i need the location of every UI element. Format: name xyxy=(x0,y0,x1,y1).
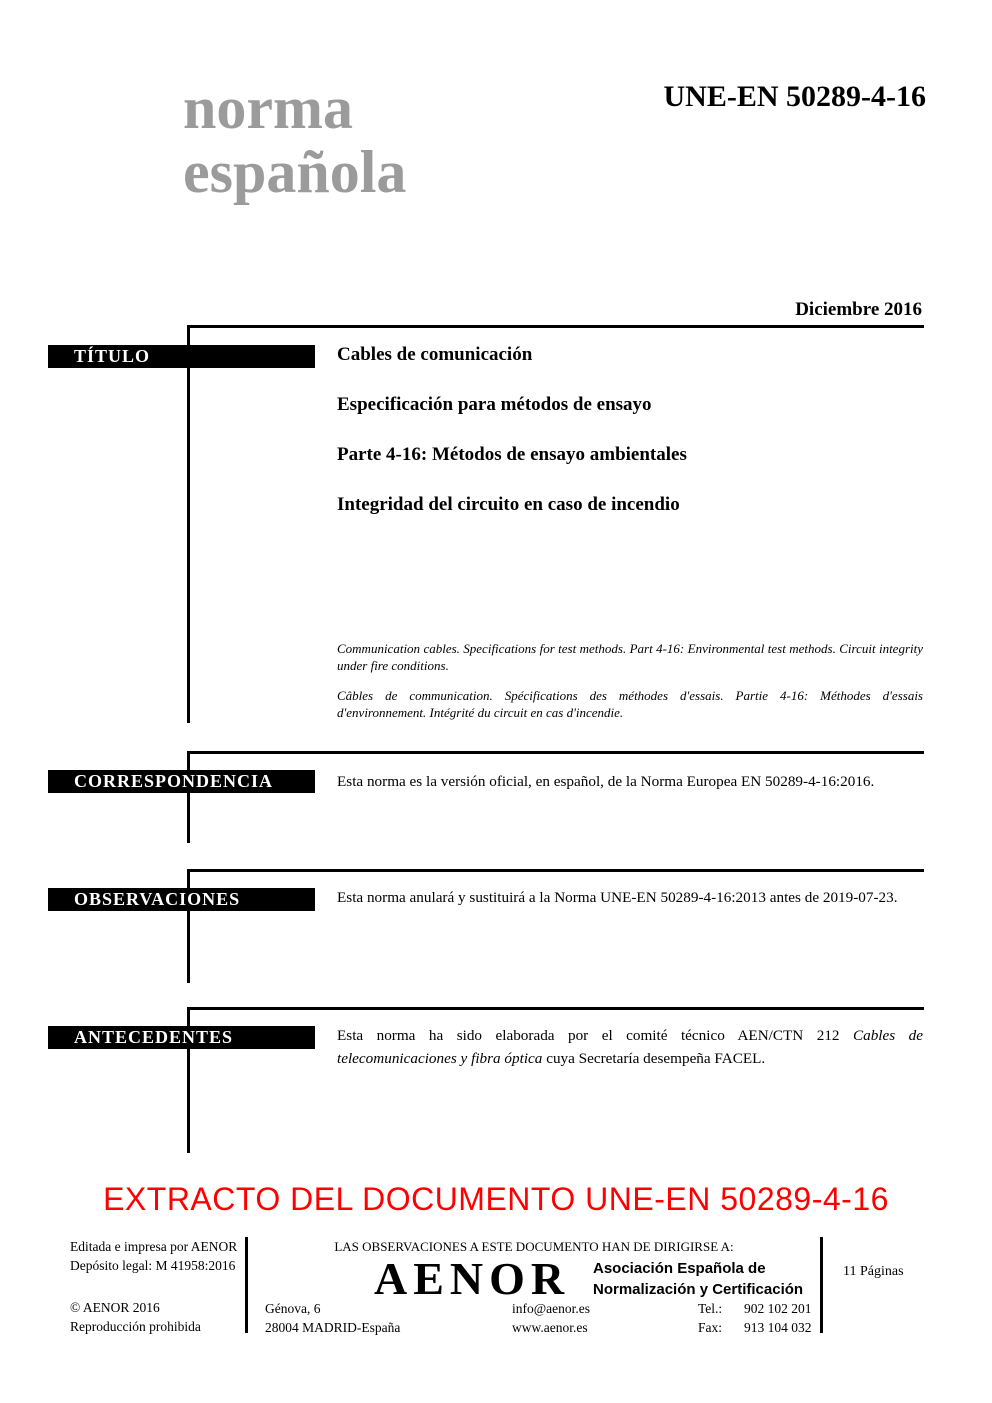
footer-address-line-2: 28004 MADRID-España xyxy=(265,1320,401,1335)
footer-divider-right xyxy=(820,1237,823,1333)
footer-fax-number: 913 104 032 xyxy=(744,1320,812,1335)
observaciones-left-rule xyxy=(187,869,190,983)
footer-telfax xyxy=(698,1299,812,1337)
footer-copyright-line-2: Reproducción prohibida xyxy=(70,1319,201,1334)
footer-fax-row xyxy=(698,1318,812,1337)
footer-address xyxy=(265,1299,400,1337)
correspondencia-top-rule xyxy=(187,751,924,754)
observaciones-label-bar xyxy=(48,888,315,911)
footer-imprint-line-1: Editada e impresa por AENOR xyxy=(70,1239,238,1254)
title-line-4: Integridad del circuito en caso de incendio xyxy=(337,494,680,515)
observaciones-label: OBSERVACIONES xyxy=(74,889,241,909)
aenor-org-line-2: Normalización y Certificación xyxy=(593,1281,804,1298)
footer-email: info@aenor.es xyxy=(512,1301,591,1316)
observaciones-top-rule xyxy=(187,869,924,872)
antecedentes-text-prefix: Esta norma ha sido elaborada por el comité técnico AEN/CTN 212 xyxy=(337,1027,853,1044)
antecedentes-label-bar xyxy=(48,1026,315,1049)
norma-espanola-logo xyxy=(183,76,406,204)
footer-tel-row xyxy=(698,1299,812,1318)
footer-website: www.aenor.es xyxy=(512,1320,588,1335)
observaciones-text: Esta norma anulará y sustituirá a la Norma UNE-EN 50289-4-16:2013 antes de 2019-07-23. xyxy=(337,889,898,906)
footer-contact-web xyxy=(512,1299,590,1337)
correspondencia-label-bar xyxy=(48,770,315,793)
aenor-logo: AENOR xyxy=(374,1253,571,1304)
title-line-3: Parte 4-16: Métodos de ensayo ambientales xyxy=(337,444,687,465)
antecedentes-top-rule xyxy=(187,1007,924,1010)
footer-copyright xyxy=(70,1298,201,1336)
footer-fax-label: Fax: xyxy=(698,1320,723,1335)
title-line-1: Cables de comunicación xyxy=(337,344,533,365)
title-translation-french: Câbles de communication. Spécifications des méthodes d'essais. Partie 4-16: Méthodes d'essais d'environnement. Intégrité du circuit en cas d'incendie. xyxy=(337,688,923,720)
correspondencia-left-rule xyxy=(187,751,190,843)
titulo-top-rule xyxy=(187,325,924,328)
page-count: 11 Páginas xyxy=(843,1264,904,1279)
brand-line-1: norma xyxy=(183,75,353,141)
correspondencia-text: Esta norma es la versión oficial, en español, de la Norma Europea EN 50289-4-16:2016. xyxy=(337,773,875,790)
brand-line-2: española xyxy=(183,139,407,205)
aenor-org-line-1: Asociación Española de xyxy=(593,1260,766,1277)
correspondencia-label: CORRESPONDENCIA xyxy=(74,771,274,791)
footer-tel-number: 902 102 201 xyxy=(744,1301,812,1316)
aenor-org-name xyxy=(593,1258,803,1300)
antecedentes-text-suffix: cuya Secretaría desempeña FACEL. xyxy=(542,1050,766,1067)
title-line-2: Especificación para métodos de ensayo xyxy=(337,394,652,415)
footer-tel-label: Tel.: xyxy=(698,1301,723,1316)
antecedentes-label: ANTECEDENTES xyxy=(74,1027,234,1047)
titulo-label-bar xyxy=(48,345,315,368)
footer-address-line-1: Génova, 6 xyxy=(265,1301,321,1316)
footer-imprint-line-2: Depósito legal: M 41958:2016 xyxy=(70,1258,236,1273)
document-code: UNE-EN 50289-4-16 xyxy=(663,80,926,113)
footer-imprint xyxy=(70,1237,237,1275)
titulo-label: TÍTULO xyxy=(74,346,151,366)
title-translation-english: Communication cables. Specifications for test methods. Part 4-16: Environmental test methods. Circuit integrity under fire conditions. xyxy=(337,641,923,673)
publication-date: Diciembre 2016 xyxy=(795,299,922,320)
footer-notice: LAS OBSERVACIONES A ESTE DOCUMENTO HAN DE DIRIGIRSE A: xyxy=(334,1239,734,1254)
titulo-left-rule xyxy=(187,325,190,723)
extract-banner: EXTRACTO DEL DOCUMENTO UNE-EN 50289-4-16 xyxy=(103,1181,889,1217)
antecedentes-text-italic: Cables de telecomunicaciones y fibra óptica xyxy=(337,1027,923,1067)
antecedentes-text xyxy=(337,1024,923,1070)
footer-copyright-line-1: © AENOR 2016 xyxy=(70,1300,160,1315)
